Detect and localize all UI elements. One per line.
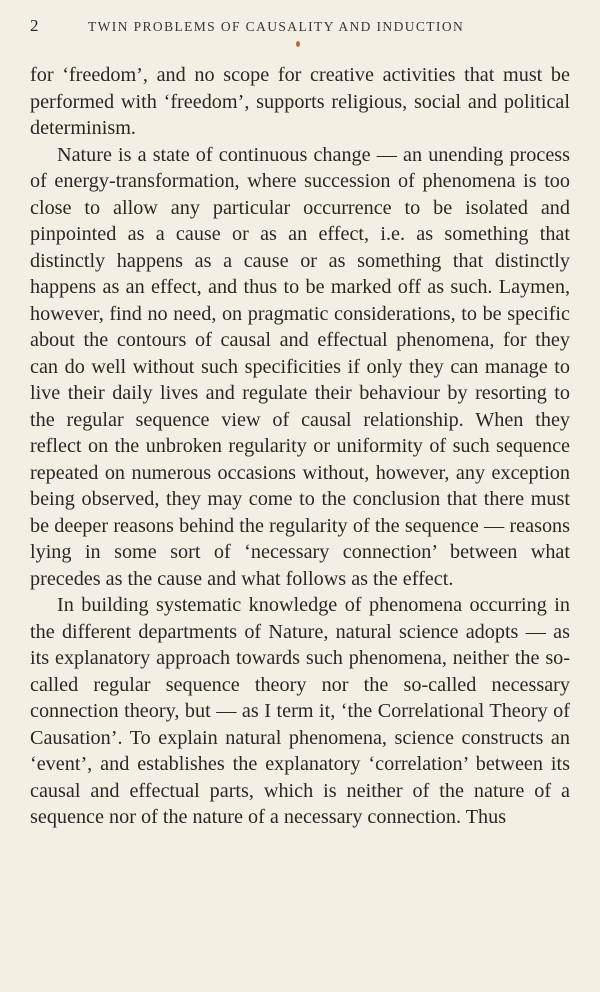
text-body bbox=[30, 62, 570, 831]
paragraph-1: for ‘freedom’, and no scope for creative activities that must be performed with ‘freedom’, supports religious, social and political determinism. bbox=[30, 64, 570, 139]
page-number: 2 bbox=[30, 16, 39, 35]
paragraph-3: In building systematic knowledge of phenomena occurring in the different departments of Nature, natural science adopts — as its explanatory approach towards such phenomena, neither the so-called regular sequence theory nor the so-called necessary connection theory, but — as I term it, ‘the Correlational Theory of Causation’. To explain natural phenomena, science constructs an ‘event’, and establishes the explanatory ‘correlation’ between its causal and effectual parts, which is neither of the nature of a sequence nor of the nature of a necessary connection. Thus bbox=[30, 594, 570, 828]
running-title: TWIN PROBLEMS OF CAUSALITY AND INDUCTION bbox=[88, 19, 465, 34]
paragraph-2: Nature is a state of continuous change — an unending process of energy-transformation, where succession of phenomena is too close to allow any particular occurrence to be isolated and pinpointed as a cause or as an effect, i.e. as something that distinctly happens as a cause or as something that distinctly happens as an effect, and thus to be marked off as such. Laymen, however, find no need, on pragmatic considerations, to be specific about the contours of causal and effectual phenomena, for they can do well without such specificities if only they can manage to live their daily lives and regulate their behaviour by resorting to the regular sequence view of causal relationship. When they reflect on the unbroken regularity or uniformity of such sequence repeated on numerous occasions without, however, any exception being observed, they may come to the conclusion that there must be deeper reasons behind the regularity of the sequence — reasons lying in some sort of ‘necessary connection’ between what precedes as the cause and what follows as the effect. bbox=[30, 143, 570, 590]
running-head bbox=[30, 16, 570, 44]
ornament-mark bbox=[296, 41, 300, 47]
